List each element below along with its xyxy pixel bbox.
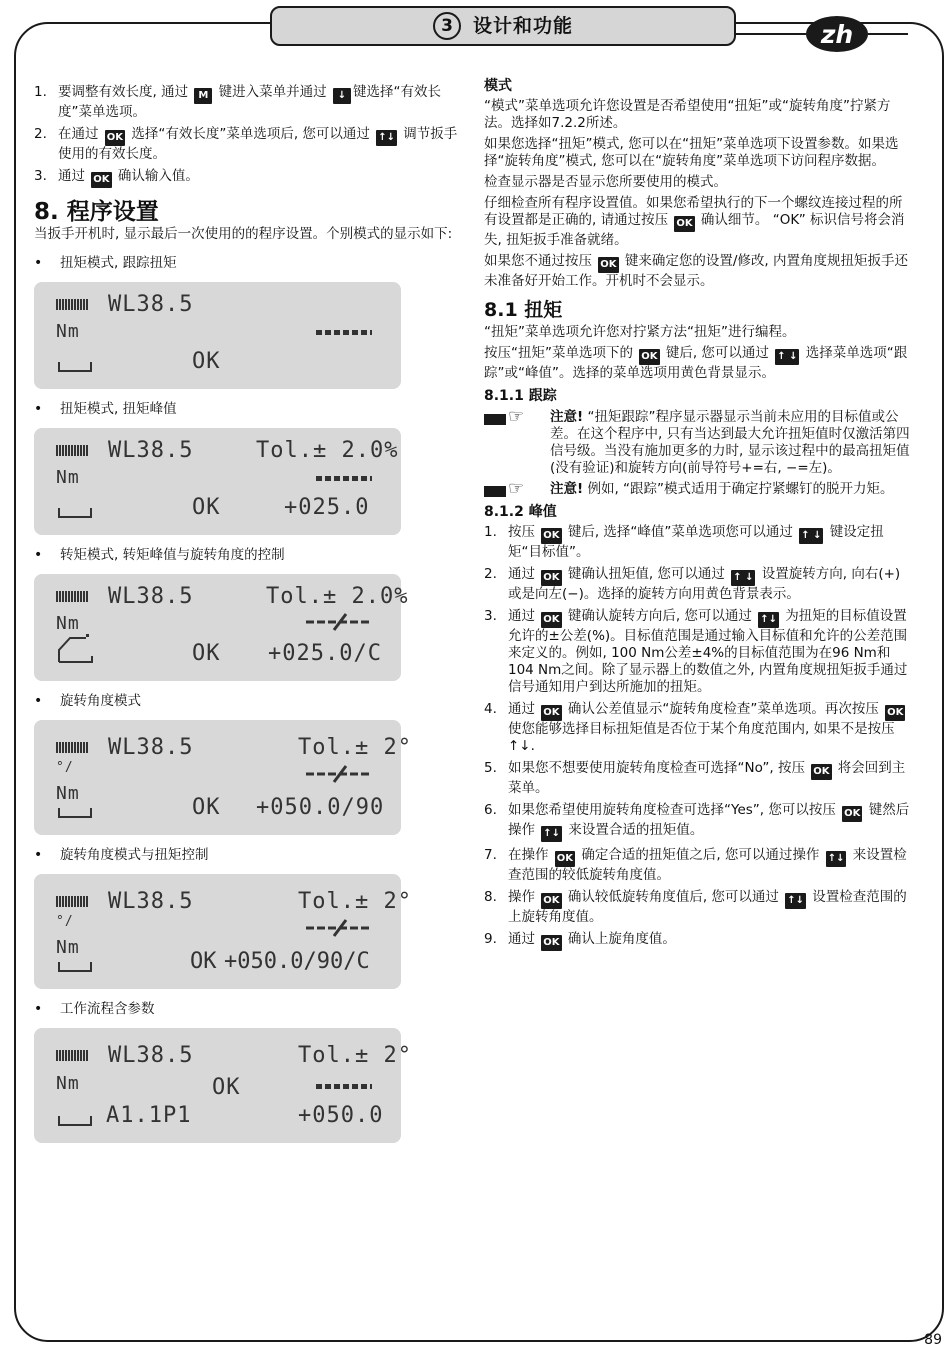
battery-icon xyxy=(56,591,88,602)
lcd-ok: OK xyxy=(190,949,217,974)
display-caption: • 扭矩模式, 扭矩峰值 xyxy=(34,401,462,418)
mode-paragraph: 如果您选择“扭矩”模式, 您可以在“扭矩”菜单选项下设置参数。如果选择“旋转角度”模式, 您可以在“旋转角度”菜单选项下访问程序数据。 xyxy=(484,136,899,169)
lcd-tolerance: Tol.± 2.0% xyxy=(256,438,399,463)
ok-key-icon: OK xyxy=(555,851,575,867)
list-item: 8. 操作 OK 确认较低旋转角度值后, 您可以通过 ↑↓ 设置检查范围的上旋转角度值。 xyxy=(484,889,907,925)
list-item: 2. 通过 OK 键确认扭矩值, 您可以通过 ↑ ↓ 设置旋转方向, 向右(+)或是向左(−)。选择的旋转方向用黄色背景表示。 xyxy=(484,566,901,602)
section-8-text: 当扳手开机时, 显示最后一次使用的的程序设置。个别模式的显示如下: xyxy=(34,226,453,242)
wrench-mode-icon xyxy=(58,808,92,818)
section-8-1-title: 8.1 扭矩 xyxy=(484,299,563,321)
battery-icon xyxy=(56,299,88,310)
list-item: 1. 按压 OK 键后, 选择“峰值”菜单选项您可以通过 ↑ ↓ 键设定扭矩“目标值”。 xyxy=(484,524,884,560)
language-badge: zh xyxy=(806,16,868,52)
lcd-ok: OK xyxy=(192,641,221,666)
ok-key-icon: OK xyxy=(674,216,694,232)
battery-icon xyxy=(56,896,88,907)
chapter-title: 设计和功能 xyxy=(472,14,573,37)
ok-key-icon: OK xyxy=(541,705,561,721)
note: ☞ 注意! 例如, “跟踪”模式适用于确定拧紧螺钉的脱开力矩。 xyxy=(484,481,910,498)
up-down-key-icon: ↑ ↓ xyxy=(799,528,823,544)
lcd-display xyxy=(34,428,401,535)
lcd-placeholder-dashes xyxy=(316,476,372,481)
section-8-1-text: 按压“扭矩”菜单选项下的 OK 键后, 您可以通过 ↑ ↓ 选择菜单选项“跟踪”或“峰值”。选择的菜单选项用黄色背景显示。 xyxy=(484,345,908,381)
lcd-placeholder-dashes xyxy=(316,1084,372,1089)
list-item: 5. 如果您不想要使用旋转角度检查可选择“No”, 按压 OK 将会回到主菜单。 xyxy=(484,760,906,796)
lcd-angle-symbol: °/ xyxy=(56,914,74,929)
lcd-unit: Nm xyxy=(56,467,80,488)
lcd-program-id: A1.1P1 xyxy=(106,1103,192,1128)
lcd-unit: Nm xyxy=(56,613,80,634)
lcd-tolerance: Tol.± 2° xyxy=(298,889,412,914)
left-column xyxy=(34,84,462,1143)
ok-key-icon: OK xyxy=(541,528,561,544)
list-item: 4. 通过 OK 确认公差值显示“旋转角度检查”菜单选项。再次按压 OK 使您能够选择目标扭矩值是否位于某个角度范围内, 如果不是按压 ↑↓. xyxy=(484,701,904,754)
up-down-key-icon: ↑↓ xyxy=(758,612,779,628)
mode-paragraph: “模式”菜单选项允许您设置是否希望使用“扭矩”或“旋转角度”拧紧方法。选择如7.2.2所述。 xyxy=(484,98,891,131)
lcd-model: WL38.5 xyxy=(108,292,194,317)
list-item: 1. 要调整有效长度, 通过 M 键进入菜单并通过 ↓ 键选择“有效长度”菜单选项。 xyxy=(34,84,441,120)
lcd-model: WL38.5 xyxy=(108,584,194,609)
list-item: 2. 在通过 OK 选择“有效长度”菜单选项后, 您可以通过 ↑↓ 调节扳手使用的有效长度。 xyxy=(34,126,458,162)
ok-key-icon: OK xyxy=(598,257,618,273)
mode-title: 模式 xyxy=(484,78,512,94)
list-item: 3. 通过 OK 确认输入值。 xyxy=(34,168,462,188)
ok-key-icon: OK xyxy=(541,612,561,628)
lcd-tolerance: Tol.± 2° xyxy=(298,735,412,760)
lcd-value: +025.0/C xyxy=(268,641,382,666)
lcd-display xyxy=(34,282,401,389)
up-down-key-icon: ↑↓ xyxy=(376,130,397,146)
lcd-ok: OK xyxy=(212,1075,241,1100)
section-8-title: 8. 程序设置 xyxy=(34,199,159,225)
lcd-model: WL38.5 xyxy=(108,735,194,760)
nopress-paragraph: 如果您不通过按压 OK 键来确定您的设置/修改, 内置角度规扭矩扳手还未准备好开始工作。开机时不会显示。 xyxy=(484,253,908,289)
battery-icon xyxy=(56,445,88,456)
display-caption: • 旋转角度模式与扭矩控制 xyxy=(34,847,462,864)
peak-steps xyxy=(484,524,910,951)
lcd-unit: Nm xyxy=(56,783,80,804)
angle-mode-icon xyxy=(56,632,96,666)
lcd-ok: OK xyxy=(192,795,221,820)
tolerance-range-icon xyxy=(304,612,374,632)
lcd-display xyxy=(34,574,409,681)
up-down-key-icon: ↑ ↓ xyxy=(731,570,755,586)
lcd-ok: OK xyxy=(192,349,221,374)
wrench-mode-icon xyxy=(58,962,92,972)
ok-key-icon: OK xyxy=(541,935,561,951)
menu-key-icon: M xyxy=(194,88,212,104)
wrench-mode-icon xyxy=(58,1116,92,1126)
list-item: 7. 在操作 OK 确定合适的扭矩值之后, 您可以通过操作 ↑↓ 来设置检查范围的较低旋转角度值。 xyxy=(484,847,907,883)
list-item: 6. 如果您希望使用旋转角度检查可选择“Yes”, 您可以按压 OK 键然后操作 ↑↓ 来设置合适的扭矩值。 xyxy=(484,802,910,842)
section-8-1-2-title: 8.1.2 峰值 xyxy=(484,504,557,520)
lcd-display xyxy=(34,1028,412,1143)
lcd-value: +025.0 xyxy=(284,495,370,520)
lcd-model: WL38.5 xyxy=(108,889,194,914)
check-paragraph: 仔细检查所有程序设置值。如果您希望执行的下一个螺纹连接过程的所有设置都是正确的, 请通过按压 OK 确认细节。 “OK” 标识信号将会消失, 扭矩扳手准备就绪。 xyxy=(484,195,905,248)
lcd-tolerance: Tol.± 2° xyxy=(298,1043,412,1068)
display-caption: • 转矩模式, 转矩峰值与旋转角度的控制 xyxy=(34,547,462,564)
lcd-model: WL38.5 xyxy=(108,1043,194,1068)
lcd-model: WL38.5 xyxy=(108,438,194,463)
battery-icon xyxy=(56,742,88,753)
display-caption: • 扭矩模式, 跟踪扭矩 xyxy=(34,255,462,272)
note: ☞ 注意! “扭矩跟踪”程序显示器显示当前未应用的目标值或公差。在这个程序中, 只有当达到最大允许扭矩值时仅激活第四信号级。当没有施加更多的力时, 显示该过程中的最高扭矩值(没有验证)和旋转方向(前导符号+=右, −=左)。 xyxy=(484,409,910,477)
lcd-placeholder-dashes xyxy=(316,330,372,335)
lcd-unit: Nm xyxy=(56,937,80,958)
wrench-mode-icon xyxy=(58,508,92,518)
ok-key-icon: OK xyxy=(811,764,831,780)
page-number: 89 xyxy=(924,1332,942,1348)
header-rule xyxy=(736,33,806,35)
lcd-display xyxy=(34,720,412,835)
display-caption: • 旋转角度模式 xyxy=(34,693,462,710)
section-8-1-text: “扭矩”菜单选项允许您对拧紧方法“扭矩”进行编程。 xyxy=(484,324,796,340)
lcd-value: +050.0/90/C xyxy=(224,949,370,974)
up-down-key-icon: ↑ ↓ xyxy=(775,349,799,365)
tolerance-range-icon xyxy=(304,764,374,784)
up-down-key-icon: ↑↓ xyxy=(541,826,562,842)
lcd-tolerance: Tol.± 2.0% xyxy=(266,584,409,609)
chapter-header xyxy=(270,6,736,46)
lcd-value: +050.0 xyxy=(298,1103,384,1128)
tolerance-range-icon xyxy=(304,918,374,938)
display-caption: • 工作流程含参数 xyxy=(34,1001,462,1018)
mode-paragraph: 检查显示器是否显示您所要使用的模式。 xyxy=(484,174,727,190)
chapter-number: 3 xyxy=(433,12,461,40)
lcd-value: +050.0/90 xyxy=(256,795,385,820)
list-item: 9. 通过 OK 确认上旋角度值。 xyxy=(484,931,910,951)
section-8-1-1-title: 8.1.1 跟踪 xyxy=(484,388,557,404)
ok-key-icon: OK xyxy=(105,130,125,146)
ok-key-icon: OK xyxy=(842,806,862,822)
lcd-display xyxy=(34,874,412,989)
battery-icon xyxy=(56,1050,88,1061)
ok-key-icon: OK xyxy=(541,893,561,909)
up-down-key-icon: ↑↓ xyxy=(785,893,806,909)
lcd-angle-symbol: °/ xyxy=(56,760,74,775)
down-key-icon: ↓ xyxy=(333,88,351,104)
header-rule xyxy=(868,33,908,35)
ok-key-icon: OK xyxy=(639,349,659,365)
right-column xyxy=(484,78,910,956)
lcd-unit: Nm xyxy=(56,1073,80,1094)
note-hand-icon: ☞ xyxy=(484,483,544,498)
up-down-key-icon: ↑↓ xyxy=(826,851,847,867)
ok-key-icon: OK xyxy=(885,705,905,721)
intro-steps xyxy=(34,84,462,188)
ok-key-icon: OK xyxy=(91,172,111,188)
ok-key-icon: OK xyxy=(541,570,561,586)
lcd-unit: Nm xyxy=(56,321,80,342)
wrench-mode-icon xyxy=(58,362,92,372)
note-hand-icon: ☞ xyxy=(484,411,544,426)
lcd-ok: OK xyxy=(192,495,221,520)
list-item: 3. 通过 OK 键确认旋转方向后, 您可以通过 ↑↓ 为扭矩的目标值设置允许的±公差(%)。目标值范围是通过输入目标值和允许的公差范围来定义的。例如, 100 Nm公差±4%的目标值范围为在96 Nm和104 Nm之间。除了显示器上的数值之外, 内置角度规扭矩扳手通过信号通知用户到达所施加的扭矩。 xyxy=(484,608,908,695)
